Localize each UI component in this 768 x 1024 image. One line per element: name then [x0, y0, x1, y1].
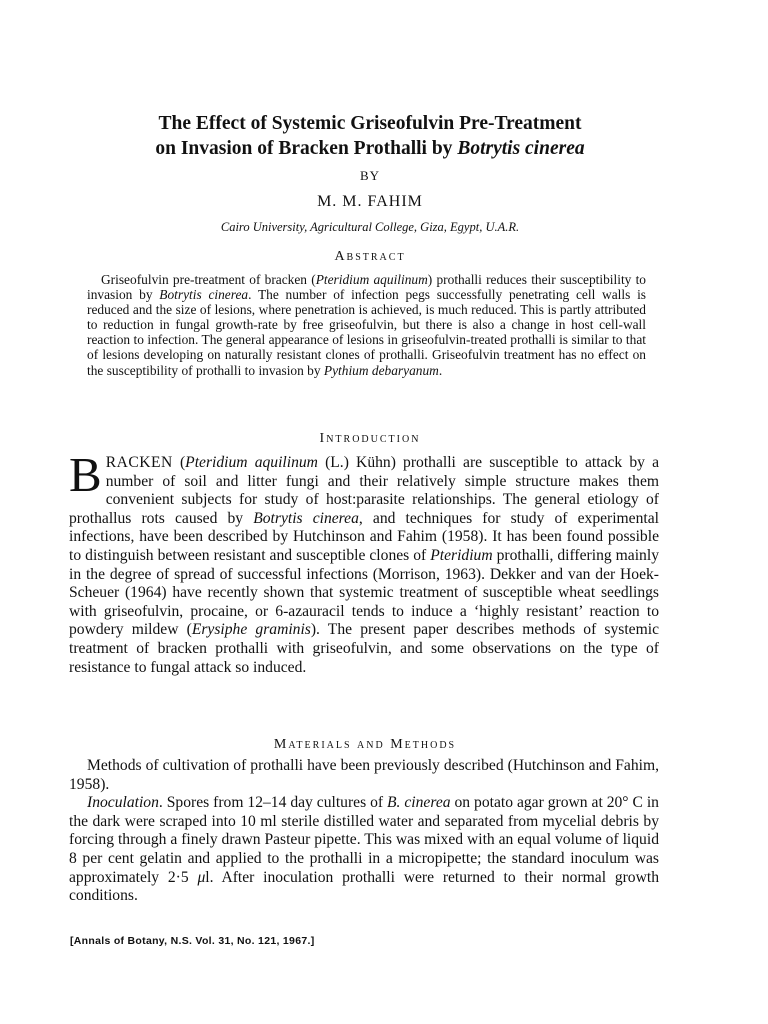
methods-text: . Spores from 12–14 day cultures of — [158, 794, 388, 812]
abstract-text: . — [438, 362, 443, 378]
abstract-heading: Abstract — [334, 249, 406, 264]
methods-text: l. After inoculation prothalli were returned to their normal growth conditions. — [69, 868, 659, 905]
abstract-body — [87, 272, 646, 378]
intro-species: Erysiphe graminis — [191, 621, 311, 639]
article-title — [60, 111, 680, 161]
abstract-species: Pteridium aquilinum — [315, 272, 428, 287]
intro-species: Pteridium — [430, 546, 493, 564]
intro-text: (L.) Kühn) prothalli are susceptible to attack by a number of soil and litter fungi and their relatively simple structure makes them convenient subjects for study of host:parasite relationships. The general etiology of prothallus rots caused by — [69, 454, 659, 527]
abstract-text: ) prothalli reduces their susceptibility to invasion by — [87, 272, 647, 303]
introduction-body — [69, 447, 659, 677]
abstract-text: . The number of infection pegs successfully penetrating cell walls is reduced and the size of lesions, where penetration is achieved, is much reduced. This is partly attributed to reduction in fungal growth-rate by free griseofulvin, but there is also a change in host cell-wall reaction to infection. The general appearance of lesions in griseofulvin-treated prothalli is similar to that of lesions developing on naturally resistant clones of prothalli. Griseofulvin treatment has no effect on the susceptibility of prothalli to invasion by — [87, 287, 646, 378]
methods-body — [69, 757, 659, 906]
intro-text: ( — [172, 454, 186, 471]
abstract-paragraph — [87, 272, 646, 378]
abstract-species: Botrytis cinerea — [159, 287, 249, 303]
drop-cap: B — [69, 447, 102, 502]
micro-symbol: μ — [197, 868, 206, 886]
first-word: RACKEN — [105, 454, 173, 471]
author-affiliation: Cairo University, Agricultural College, Giza, Egypt, U.A.R. — [220, 220, 520, 234]
title-line-1: The Effect of Systemic Griseofulvin Pre-Treatment — [158, 113, 582, 134]
intro-text: prothalli, differing mainly in the degree of spread of successful infections (Morrison, 1963). Dekker and van der Hoek-Scheuer (1964) have recently shown that systemic treatment of susceptible wheat seedlings with griseofulvin, procaine, or 6-azauracil tends to induce a ‘highly resistant’ reaction to powdery mildew ( — [69, 546, 659, 639]
intro-text: ). The present paper describes methods of systemic treatment of bracken prothalli with griseofulvin, and some observations on the type of resistance to fungal attack so induced. — [69, 621, 659, 676]
abstract-text: Griseofulvin pre-treatment of bracken ( — [101, 272, 316, 287]
title-line-2-text: on Invasion of Bracken Prothalli by — [155, 138, 458, 159]
introduction-heading: Introduction — [319, 431, 421, 446]
abstract-species: Pythium debaryanum — [323, 362, 439, 378]
intro-text: , and techniques for study of experimental infections, have been described by Hutchinson and Fahim (1958). It has been found possible to distinguish between resistant and susceptible clones of — [69, 509, 659, 564]
title-organism: Botrytis cinerea — [457, 138, 585, 159]
methods-paragraph-1: Methods of cultivation of prothalli have been previously described (Hutchinson and Fahim, 1958). — [69, 757, 659, 793]
intro-species: Botrytis cinerea — [253, 509, 359, 527]
inoculation-subheading: Inoculation — [87, 794, 159, 812]
methods-heading: Materials and Methods — [273, 737, 457, 752]
methods-species: B. cinerea — [387, 794, 451, 812]
methods-paragraph-2 — [69, 794, 659, 906]
title-line-2 — [60, 136, 680, 161]
methods-text: on potato agar grown at 20° C in the dark were scraped into 10 ml sterile distilled water and separated from mycelial debris by forcing through a finely drawn Pasteur pipette. This was mixed with an equal volume of liquid 8 per cent gelatin and applied to the prothalli in a micropipette; the standard inoculum was approximately 2·5 — [69, 794, 659, 886]
author-name: M. M. FAHIM — [317, 193, 423, 210]
intro-species: Pteridium aquilinum — [185, 454, 318, 471]
introduction-paragraph — [69, 447, 659, 677]
byline: BY — [359, 168, 381, 183]
citation-footer: [Annals of Botany, N.S. Vol. 31, No. 121, 1967.] — [70, 935, 315, 947]
